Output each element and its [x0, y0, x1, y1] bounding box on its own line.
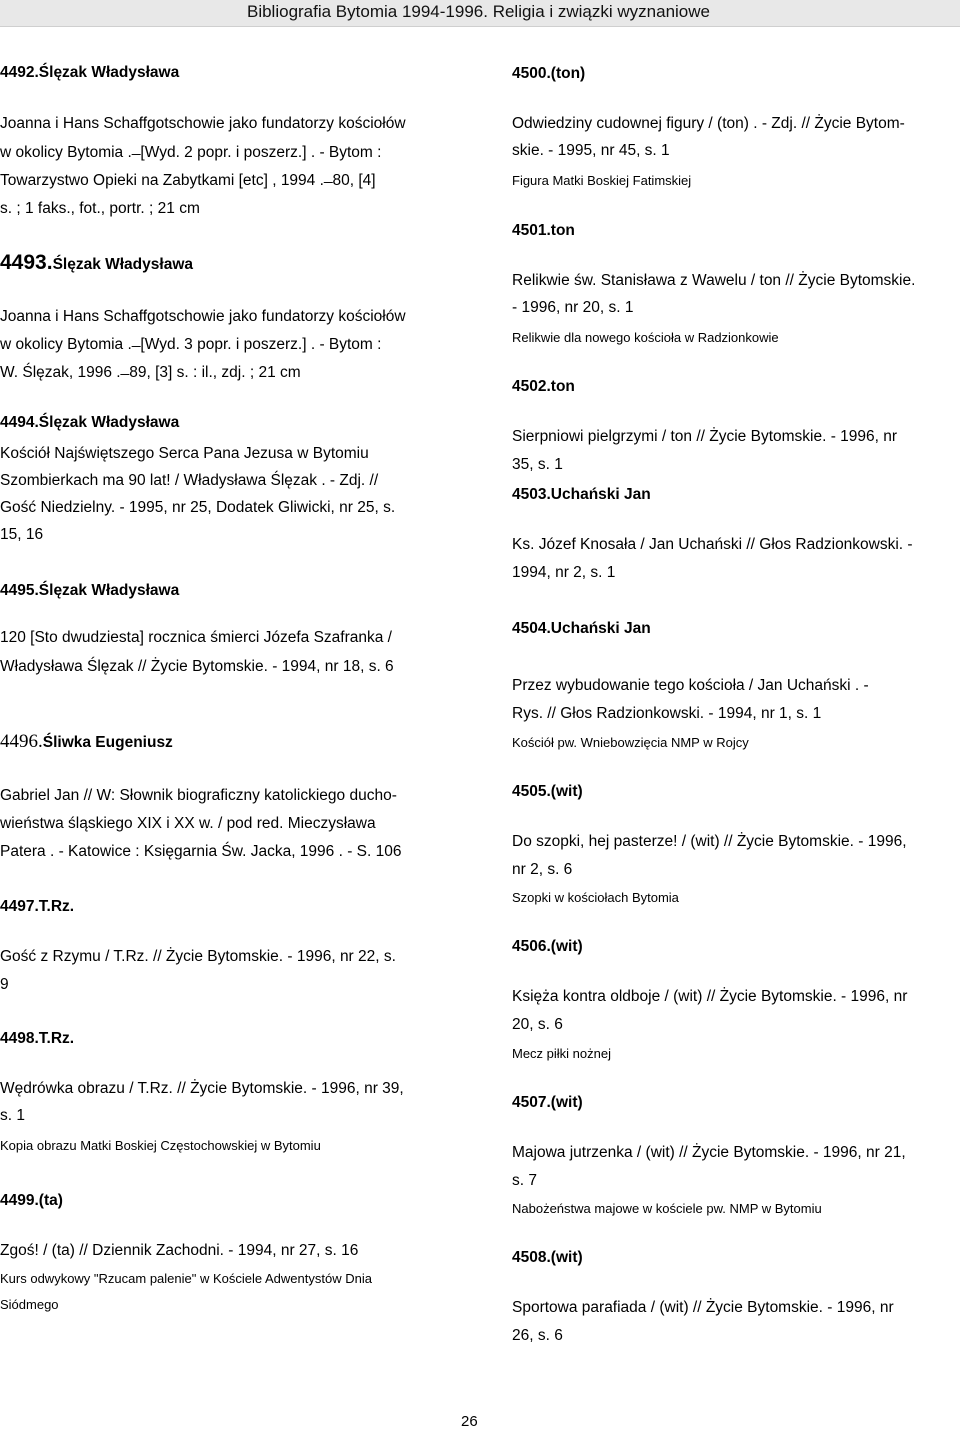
entry-line: 15, 16 — [0, 526, 44, 543]
entry-heading: 4506.(wit) — [512, 938, 583, 955]
entry-note: Mecz piłki nożnej — [512, 1046, 611, 1061]
entry-line: W. Ślęzak, 1996 . ̶ 89, [3] s. : il., zdj. ; 21 cm — [0, 364, 301, 381]
entry-heading: 4503.Uchański Jan — [512, 486, 651, 503]
entry-heading: 4507.(wit) — [512, 1094, 583, 1111]
entry-heading: 4499.(ta) — [0, 1192, 63, 1209]
entry-line: Gość z Rzymu / T.Rz. // Życie Bytomskie. - 1996, nr 22, s. — [0, 948, 396, 965]
entry-note: Kopia obrazu Matki Boskiej Częstochowskiej w Bytomiu — [0, 1138, 321, 1153]
entry-line: - 1996, nr 20, s. 1 — [512, 299, 634, 316]
entry-line: wieństwa śląskiego XIX i XX w. / pod red. Mieczysława — [0, 815, 376, 832]
entry-line: Majowa jutrzenka / (wit) // Życie Bytomskie. - 1996, nr 21, — [512, 1144, 906, 1161]
entry-line: Do szopki, hej pasterze! / (wit) // Życie Bytomskie. - 1996, — [512, 833, 907, 850]
page-number: 26 — [461, 1413, 478, 1430]
entry-line: Rys. // Głos Radzionkowski. - 1994, nr 1, s. 1 — [512, 705, 822, 722]
entry-line: s. 1 — [0, 1107, 25, 1124]
entry-heading: 4495.Ślęzak Władysława — [0, 582, 180, 599]
entry-line: skie. - 1995, nr 45, s. 1 — [512, 142, 670, 159]
entry-heading: 4505.(wit) — [512, 783, 583, 800]
entry-line: Sportowa parafiada / (wit) // Życie Bytomskie. - 1996, nr — [512, 1299, 894, 1316]
entry-note: Siódmego — [0, 1297, 59, 1312]
entry-line: Księża kontra oldboje / (wit) // Życie Bytomskie. - 1996, nr — [512, 988, 908, 1005]
entry-line: 1994, nr 2, s. 1 — [512, 564, 616, 581]
entry-line: Ks. Józef Knosała / Jan Uchański // Głos Radzionkowski. - — [512, 536, 913, 553]
entry-note: Szopki w kościołach Bytomia — [512, 890, 679, 905]
entry-line: Przez wybudowanie tego kościoła / Jan Uchański . - — [512, 677, 869, 694]
entry-line: Relikwie św. Stanisława z Wawelu / ton // Życie Bytomskie. — [512, 272, 916, 289]
entry-line: s. ; 1 faks., fot., portr. ; 21 cm — [0, 200, 200, 217]
entry-heading: 4496.Śliwka Eugeniusz — [0, 731, 173, 752]
header-title: Bibliografia Bytomia 1994-1996. Religia i związki wyznaniowe — [246, 2, 710, 21]
entry-heading: 4504.Uchański Jan — [512, 620, 651, 637]
entry-line: Władysława Ślęzak // Życie Bytomskie. - 1994, nr 18, s. 6 — [0, 658, 394, 675]
entry-line: s. 7 — [512, 1172, 537, 1189]
entry-line: 20, s. 6 — [512, 1016, 563, 1033]
entry-line: Odwiedziny cudownej figury / (ton) . - Zdj. // Życie Bytom- — [512, 115, 905, 132]
entry-note: Relikwie dla nowego kościoła w Radzionkowie — [512, 330, 779, 345]
entry-line: 120 [Sto dwudziesta] rocznica śmierci Józefa Szafranka / — [0, 629, 392, 646]
entry-heading: 4492.Ślęzak Władysława — [0, 64, 180, 81]
entry-line: Gość Niedzielny. - 1995, nr 25, Dodatek Gliwicki, nr 25, s. — [0, 499, 396, 516]
entry-line: Gabriel Jan // W: Słownik biograficzny katolickiego ducho- — [0, 787, 397, 804]
entry-heading: 4500.(ton) — [512, 65, 586, 82]
entry-heading: 4494.Ślęzak Władysława — [0, 414, 180, 431]
entry-heading: 4498.T.Rz. — [0, 1030, 75, 1047]
entry-note: Figura Matki Boskiej Fatimskiej — [512, 173, 692, 188]
entry-line: Szombierkach ma 90 lat! / Władysława Ślęzak . - Zdj. // — [0, 472, 379, 489]
entry-line: nr 2, s. 6 — [512, 861, 573, 878]
entry-line: Patera . - Katowice : Księgarnia Św. Jacka, 1996 . - S. 106 — [0, 843, 402, 860]
entry-line: 35, s. 1 — [512, 456, 563, 473]
left-column — [0, 0, 470, 1431]
entry-note: Nabożeństwa majowe w kościele pw. NMP w Bytomiu — [512, 1201, 822, 1216]
entry-heading: 4493.Ślęzak Władysława — [0, 251, 193, 274]
entry-note: Kurs odwykowy "Rzucam palenie" w Kościele Adwentystów Dnia — [0, 1271, 372, 1286]
entry-line: Joanna i Hans Schaffgotschowie jako fundatorzy kościołów — [0, 308, 406, 325]
entry-note: Kościół pw. Wniebowzięcia NMP w Rojcy — [512, 735, 749, 750]
entry-line: w okolicy Bytomia . ̶ [Wyd. 2 popr. i poszerz.] . - Bytom : — [0, 144, 382, 161]
entry-heading: 4497.T.Rz. — [0, 898, 75, 915]
entry-line: Wędrówka obrazu / T.Rz. // Życie Bytomskie. - 1996, nr 39, — [0, 1080, 404, 1097]
entry-line: Joanna i Hans Schaffgotschowie jako fundatorzy kościołów — [0, 115, 406, 132]
entry-line: Kościół Najświętszego Serca Pana Jezusa w Bytomiu — [0, 445, 369, 462]
entry-heading: 4502.ton — [512, 378, 575, 395]
entry-line: 26, s. 6 — [512, 1327, 563, 1344]
entry-line: Zgoś! / (ta) // Dziennik Zachodni. - 1994, nr 27, s. 16 — [0, 1242, 359, 1259]
entry-line: Towarzystwo Opieki na Zabytkami [etc] , 1994 . ̶ 80, [4] — [0, 172, 376, 189]
entry-line: w okolicy Bytomia . ̶ [Wyd. 3 popr. i poszerz.] . - Bytom : — [0, 336, 382, 353]
right-column — [480, 0, 960, 1431]
entry-line: Sierpniowi pielgrzymi / ton // Życie Bytomskie. - 1996, nr — [512, 428, 898, 445]
entry-heading: 4501.ton — [512, 222, 575, 239]
entry-heading: 4508.(wit) — [512, 1249, 583, 1266]
entry-line: 9 — [0, 976, 9, 993]
